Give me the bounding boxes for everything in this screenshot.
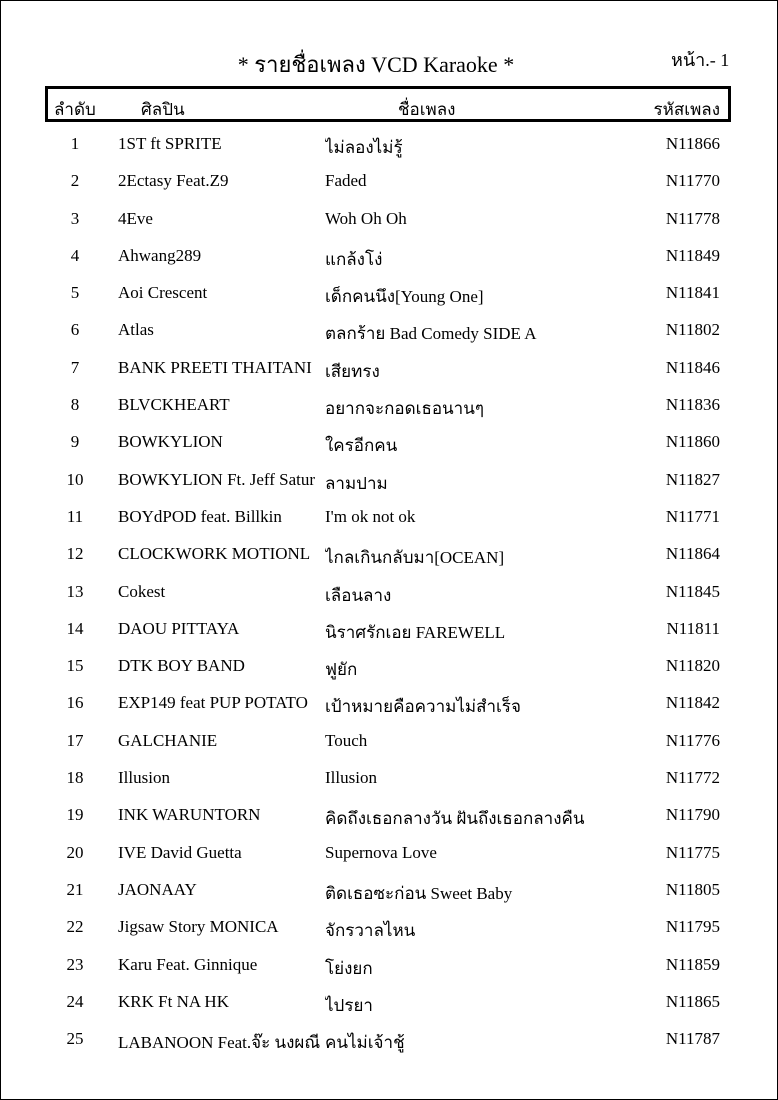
- song-title: ติดเธอซะก่อน Sweet Baby: [325, 883, 513, 903]
- song-code: N11864: [665, 544, 720, 564]
- song-code: N11865: [665, 991, 720, 1011]
- song-code: N11772: [665, 768, 720, 788]
- song-code: N11771: [665, 506, 720, 526]
- row-number: 21: [66, 879, 84, 899]
- song-title: ฟูยัก: [325, 660, 358, 680]
- artist-name: JAONAAY: [118, 879, 197, 899]
- row-number: 1: [70, 134, 80, 153]
- song-code: N11790: [665, 805, 720, 825]
- artist-name: INK WARUNTORN: [118, 805, 261, 825]
- row-number: 12: [66, 544, 84, 564]
- song-list: [1, 125, 777, 1057]
- artist-name: KRK Ft NA HK: [118, 991, 229, 1011]
- song-title: ใครอีกคน: [325, 436, 398, 456]
- song-title: เด็กคนนึง[Young One]: [325, 287, 484, 307]
- table-row: [1, 125, 777, 162]
- artist-name: Atlas: [118, 320, 154, 340]
- row-number: 18: [66, 768, 84, 788]
- row-number: 19: [66, 805, 84, 825]
- table-row: [1, 722, 777, 759]
- artist-name: BANK PREETI THAITANI: [118, 357, 312, 377]
- table-row: [1, 386, 777, 423]
- table-row: [1, 274, 777, 311]
- table-row: [1, 498, 777, 535]
- artist-name: IVE David Guetta: [118, 842, 242, 862]
- song-code: N11866: [665, 134, 720, 153]
- song-title: Supernova Love: [325, 842, 437, 862]
- song-title: ไกลเกินกลับมา[OCEAN]: [325, 548, 505, 568]
- row-number: 10: [66, 469, 84, 489]
- table-row: [1, 871, 777, 908]
- table-row: [1, 684, 777, 721]
- song-code: N11795: [665, 917, 720, 937]
- table-row: [1, 983, 777, 1020]
- row-number: 16: [66, 693, 84, 713]
- row-number: 15: [66, 656, 84, 676]
- table-header: [45, 86, 731, 122]
- artist-name: CLOCKWORK MOTIONL: [118, 544, 311, 564]
- row-number: 20: [66, 842, 84, 862]
- table-row: [1, 311, 777, 348]
- song-code: N11787: [665, 1029, 720, 1049]
- row-number: 2: [70, 171, 80, 191]
- table-row: [1, 834, 777, 871]
- column-header-code: รหัสเพลง: [653, 100, 720, 119]
- artist-name: GALCHANIE: [118, 730, 218, 750]
- table-row: [1, 796, 777, 833]
- song-code: N11846: [665, 357, 720, 377]
- table-row: [1, 946, 777, 983]
- song-title: I'm ok not ok: [325, 506, 416, 526]
- song-title: โย่งยก: [325, 958, 373, 978]
- song-code: N11802: [665, 320, 720, 340]
- song-title: Woh Oh Oh: [325, 208, 407, 228]
- row-number: 7: [70, 357, 80, 377]
- song-title: เลือนลาง: [325, 585, 392, 605]
- row-number: 8: [70, 395, 80, 415]
- artist-name: Ahwang289: [118, 245, 202, 265]
- song-code: N11776: [665, 730, 720, 750]
- song-code: N11860: [665, 432, 720, 452]
- row-number: 14: [66, 618, 84, 638]
- row-number: 6: [70, 320, 80, 340]
- song-title: เป้าหมายคือความไม่สำเร็จ: [325, 697, 521, 717]
- artist-name: BOWKYLION: [118, 432, 223, 452]
- table-row: [1, 759, 777, 796]
- column-header-artist: ศิลปิน: [141, 100, 185, 119]
- row-number: 22: [66, 917, 84, 937]
- song-title: Faded: [325, 171, 367, 191]
- table-row: [1, 647, 777, 684]
- artist-name: Aoi Crescent: [118, 283, 208, 303]
- song-code: N11811: [666, 618, 720, 638]
- song-title: แกล้งโง่: [325, 249, 383, 269]
- artist-name: BOWKYLION Ft. Jeff Satur: [118, 469, 316, 489]
- song-code: N11820: [665, 656, 720, 676]
- page-number: หน้า.- 1: [671, 50, 730, 70]
- row-number: 5: [70, 283, 80, 303]
- song-code: N11859: [665, 954, 720, 974]
- row-number: 9: [70, 432, 80, 452]
- row-number: 23: [66, 954, 84, 974]
- artist-name: Cokest: [118, 581, 166, 601]
- song-title: ตลกร้าย Bad Comedy SIDE A: [325, 324, 537, 344]
- artist-name: 2Ectasy Feat.Z9: [118, 171, 229, 191]
- artist-name: LABANOON Feat.จ๊ะ นงผณี: [118, 1033, 321, 1053]
- song-code: N11770: [665, 171, 720, 191]
- table-row: [1, 535, 777, 572]
- song-title: ลามปาม: [325, 473, 388, 493]
- row-number: 17: [66, 730, 84, 750]
- column-header-song: ชื่อเพลง: [398, 100, 456, 119]
- song-code: N11827: [665, 469, 720, 489]
- artist-name: Jigsaw Story MONICA: [118, 917, 279, 937]
- row-number: 24: [66, 991, 84, 1011]
- table-row: [1, 610, 777, 647]
- table-row: [1, 1020, 777, 1057]
- row-number: 11: [66, 506, 84, 526]
- row-number: 25: [66, 1029, 84, 1049]
- column-header-no: ลำดับ: [54, 100, 96, 119]
- song-title: Touch: [325, 730, 368, 750]
- song-code: N11841: [665, 283, 720, 303]
- row-number: 4: [70, 245, 80, 265]
- row-number: 13: [66, 581, 84, 601]
- artist-name: DAOU PITTAYA: [118, 618, 240, 638]
- song-code: N11805: [665, 879, 720, 899]
- song-title: อยากจะกอดเธอนานๆ: [325, 399, 484, 419]
- artist-name: BOYdPOD feat. Billkin: [118, 506, 282, 526]
- song-title: Illusion: [325, 768, 377, 788]
- artist-name: Karu Feat. Ginnique: [118, 954, 258, 974]
- artist-name: BLVCKHEART: [118, 395, 230, 415]
- table-row: [1, 461, 777, 498]
- artist-name: EXP149 feat PUP POTATO: [118, 693, 308, 713]
- song-title: นิราศรักเอย FAREWELL: [325, 622, 506, 642]
- song-title: จักรวาลไหน: [325, 921, 416, 941]
- song-code: N11836: [665, 395, 720, 415]
- table-row: [1, 237, 777, 274]
- artist-name: Illusion: [118, 768, 170, 788]
- table-row: [1, 162, 777, 199]
- song-code: N11842: [665, 693, 720, 713]
- page-title: * รายชื่อเพลง VCD Karaoke *: [237, 52, 515, 77]
- artist-name: 4Eve: [118, 208, 153, 228]
- table-row: [1, 908, 777, 945]
- row-number: 3: [70, 208, 80, 228]
- table-row: [1, 200, 777, 237]
- song-code: N11778: [665, 208, 720, 228]
- artist-name: DTK BOY BAND: [118, 656, 245, 676]
- table-row: [1, 349, 777, 386]
- song-code: N11775: [665, 842, 720, 862]
- artist-name: 1ST ft SPRITE: [118, 134, 222, 153]
- song-code: N11845: [665, 581, 720, 601]
- table-row: [1, 573, 777, 610]
- song-title: ไม่ลองไม่รู้: [325, 138, 403, 157]
- song-title: คิดถึงเธอกลางวัน ฝันถึงเธอกลางคืน: [325, 809, 585, 829]
- song-code: N11849: [665, 245, 720, 265]
- song-title: คนไม่เจ้าชู้: [325, 1033, 405, 1053]
- song-title: เสียทรง: [325, 361, 380, 381]
- table-row: [1, 423, 777, 460]
- song-title: ไปรยา: [325, 995, 373, 1015]
